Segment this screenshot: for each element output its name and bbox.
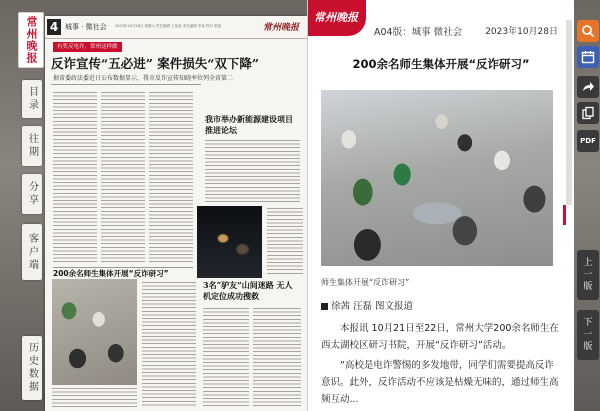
next-page-label: 下 — [583, 318, 593, 328]
author-text: 徐茜 汪磊 图文报道 — [331, 301, 414, 312]
nav-archive-button[interactable]: 往期 — [22, 126, 42, 166]
share-button[interactable] — [577, 76, 599, 98]
text-column — [53, 92, 97, 264]
text-column — [149, 92, 193, 264]
search-button[interactable] — [577, 20, 599, 42]
page-header — [45, 16, 307, 39]
text-column — [205, 140, 300, 202]
nav-client-button[interactable]: 客户端 — [22, 224, 42, 280]
article-panel — [307, 0, 574, 411]
square-bullet-icon — [321, 303, 328, 310]
next-page-button[interactable] — [577, 310, 599, 360]
text-column — [101, 92, 145, 264]
newspaper-page-thumbnail[interactable] — [45, 16, 307, 411]
page-mid-headline[interactable]: 我市举办新能源建设项目推进论坛 — [205, 114, 293, 135]
divider — [51, 84, 201, 85]
text-column — [253, 308, 301, 408]
news-photo-students — [52, 279, 137, 385]
article-paragraph: “高校是电诈警惕的多发地带，同学们需要提高反诈意识。此外，反诈活动不应该是枯燥无味的，通过师生高频互动... — [321, 360, 559, 405]
page-meta: 2023年10月28日 星期六 责任编辑 王某某 美术编辑 李某 校对 张某 — [115, 24, 222, 28]
next-page-label: 一 — [583, 330, 593, 340]
logo-badge — [308, 0, 366, 36]
text-column — [52, 388, 137, 408]
article-title: 200余名师生集体开展“反诈研习” — [352, 57, 530, 71]
scroll-marker — [563, 205, 566, 225]
nav-contents-button[interactable]: 目录 — [22, 80, 42, 118]
article-header — [308, 0, 574, 40]
page-section: 城事 · 微社会 — [65, 23, 107, 31]
photo-caption: 师生集体开展“反诈研习” — [321, 278, 410, 287]
page-bar-headline[interactable]: 200余名师生集体开展“反诈研习” — [53, 267, 193, 279]
article-body — [321, 320, 561, 411]
text-column — [267, 208, 303, 276]
edition-label: A04版：城事 微社会 — [374, 27, 463, 38]
text-column — [142, 282, 196, 408]
page-subhead: 据省委政法委近日公布数据显示，我市反诈宣传知晓率位列全省第二 — [53, 75, 234, 82]
page-lower-headline[interactable]: 3名“驴友”山间迷路 无人机定位成功搜救 — [203, 280, 293, 301]
left-nav — [0, 0, 46, 411]
newspaper-logo: 常州晚报 — [314, 11, 358, 24]
prev-page-button[interactable] — [577, 250, 599, 300]
article-author — [321, 298, 413, 312]
pdf-button[interactable]: PDF — [577, 130, 599, 152]
news-photo-night — [197, 206, 262, 278]
nav-history-button[interactable]: 历史数据 — [22, 336, 42, 400]
prev-page-label: 版 — [583, 282, 593, 292]
page-number: 4 — [47, 19, 61, 35]
scroll-track[interactable] — [566, 20, 572, 205]
calendar-button[interactable] — [577, 46, 599, 68]
right-toolbar — [573, 0, 600, 411]
edition-date: 2023年10月28日 — [485, 27, 558, 37]
page-logo: 常州晚报 — [262, 23, 299, 33]
nav-share-button[interactable]: 分享 — [22, 174, 42, 214]
prev-page-label: 一 — [583, 270, 593, 280]
brand-tab[interactable]: 常州晚报 — [18, 12, 44, 68]
article-paragraph: 本报讯 10月21日至22日，常州大学200余名师生在西太湖校区研习书院，开展“反诈研习”活动。 — [321, 323, 559, 351]
copy-icon — [581, 106, 595, 120]
copy-button[interactable] — [577, 102, 599, 124]
page-headline[interactable]: 反诈宣传“五必进” 案件损失“双下降” — [51, 56, 260, 71]
page-tag: 有奖反电诈，常州这样做 — [53, 42, 122, 52]
calendar-icon — [581, 50, 595, 64]
text-column — [203, 308, 249, 408]
search-icon — [581, 24, 595, 38]
share-icon — [581, 80, 595, 94]
article-photo — [321, 90, 553, 266]
next-page-label: 版 — [583, 342, 593, 352]
prev-page-label: 上 — [583, 258, 593, 268]
